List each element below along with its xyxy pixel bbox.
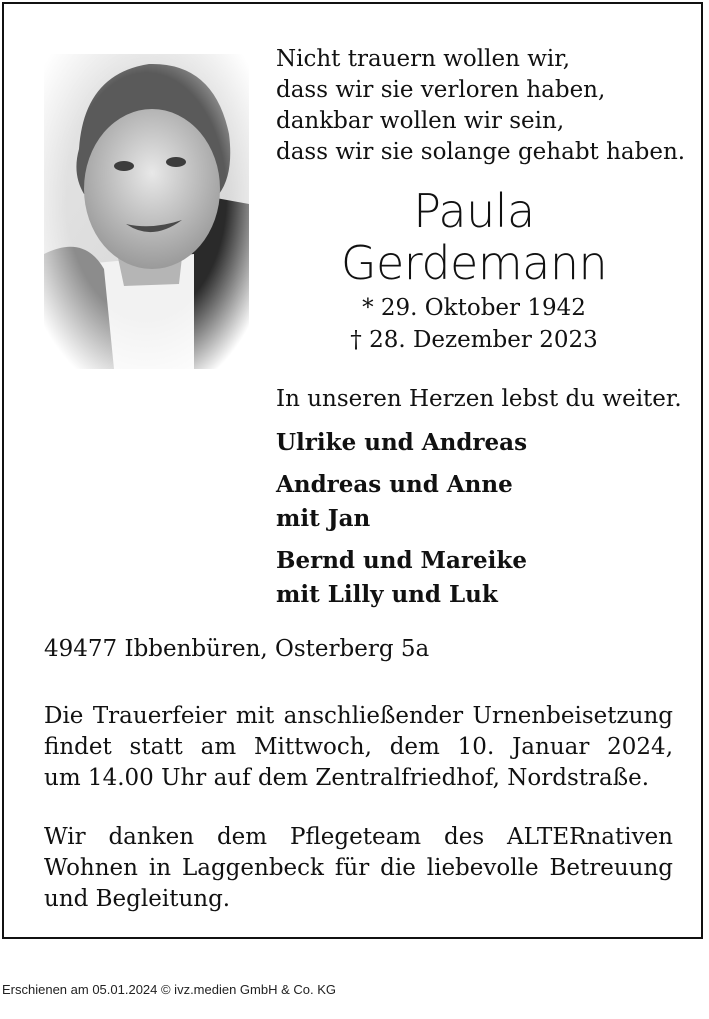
death-date: † 28. Dezember 2023	[350, 327, 598, 353]
birth-date: * 29. Oktober 1942	[362, 295, 586, 321]
thanks-line: Wohnen in Laggenbeck für die liebevolle Betreuung	[44, 855, 673, 881]
ceremony-line: Die Trauerfeier mit anschließender Urnenbeisetzung	[44, 703, 673, 729]
mourner-group	[276, 468, 527, 536]
deceased-last-name: Gerdemann	[340, 236, 608, 290]
mourner-line: Bernd und Mareike	[276, 547, 527, 574]
poem-line: dankbar wollen wir sein,	[276, 108, 565, 134]
mourners-list	[276, 426, 527, 620]
life-dates	[274, 292, 674, 356]
poem-line: dass wir sie verloren haben,	[276, 77, 606, 103]
ceremony-line: findet statt am Mittwoch, dem 10. Januar 2024,	[44, 734, 673, 760]
thanks-line: Wir danken dem Pflegeteam des ALTERnativen	[44, 824, 673, 850]
deceased-first-name: Paula	[413, 184, 535, 238]
poem-line: dass wir sie solange gehabt haben.	[276, 139, 686, 165]
mourner-line: Andreas und Anne	[276, 471, 513, 498]
mourner-group	[276, 544, 527, 612]
motto: In unseren Herzen lebst du weiter.	[276, 386, 682, 412]
mourner-line: Ulrike und Andreas	[276, 429, 528, 456]
address: 49477 Ibbenbüren, Osterberg 5a	[44, 636, 430, 662]
thanks-paragraph	[44, 822, 673, 915]
poem	[276, 44, 696, 168]
mourner-group	[276, 426, 527, 460]
poem-line: Nicht trauern wollen wir,	[276, 46, 571, 72]
mourner-line: mit Jan	[276, 505, 371, 532]
ceremony-paragraph	[44, 701, 673, 794]
portrait-photo	[44, 54, 249, 369]
ceremony-line: um 14.00 Uhr auf dem Zentralfriedhof, Nordstraße.	[44, 765, 650, 791]
obituary-frame	[2, 2, 703, 939]
publication-footer: Erschienen am 05.01.2024 © ivz.medien GmbH & Co. KG	[2, 982, 337, 997]
thanks-line: und Begleitung.	[44, 886, 231, 912]
mourner-line: mit Lilly und Luk	[276, 581, 498, 608]
